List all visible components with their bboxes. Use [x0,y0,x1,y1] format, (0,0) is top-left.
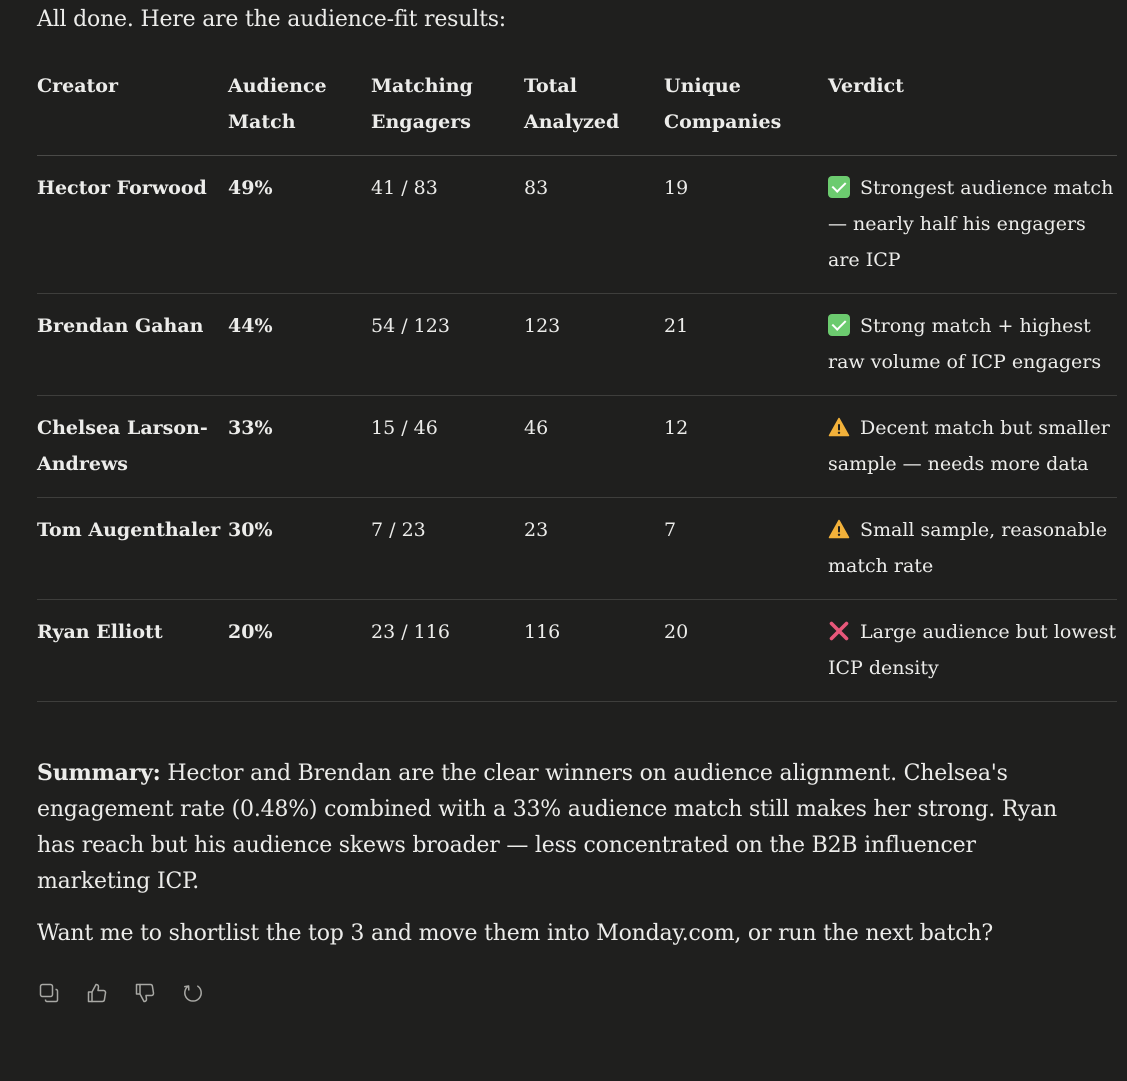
cell-match: 44% [228,294,371,396]
cell-companies: 19 [664,156,828,294]
verdict-text: Strongest audience match — nearly half his engagers are ICP [828,177,1114,271]
cell-verdict [828,600,1117,702]
cell-match: 33% [228,396,371,498]
warning-icon [828,518,850,540]
summary-text: Hector and Brendan are the clear winners on audience alignment. Chelsea's engagement rate (0.48%) combined with a 33% audience match still makes her strong. Ryan has reach but his audience skews broader — less concentrated on the B2B influencer marketing ICP. [37,761,1057,894]
verdict-text: Small sample, reasonable match rate [828,519,1108,577]
cell-engagers: 15 / 46 [371,396,524,498]
intro-text: All done. Here are the audience-fit results: [37,7,507,32]
cell-verdict [828,396,1117,498]
verdict-text: Strong match + highest raw volume of ICP engagers [828,315,1102,373]
cell-total: 23 [524,498,664,600]
cross-icon [828,620,850,642]
summary-label: Summary: [37,760,161,786]
cell-creator: Tom Augenthaler [37,498,228,600]
cell-verdict [828,156,1117,294]
cell-total: 46 [524,396,664,498]
verdict-text: Large audience but lowest ICP density [828,621,1117,679]
copy-icon [38,982,60,1004]
header-audience-match: Audience Match [228,68,371,156]
cell-engagers: 7 / 23 [371,498,524,600]
summary-paragraph [37,755,1067,900]
cell-total: 123 [524,294,664,396]
cell-match: 30% [228,498,371,600]
thumbs-up-icon [86,982,108,1004]
verdict-text: Decent match but smaller sample — needs more data [828,417,1110,475]
table-row [37,600,1117,702]
check-icon [828,314,850,336]
cell-creator: Brendan Gahan [37,294,228,396]
header-total-analyzed: Total Analyzed [524,68,664,156]
warning-icon [828,416,850,438]
cell-creator: Ryan Elliott [37,600,228,702]
followup-question: Want me to shortlist the top 3 and move them into Monday.com, or run the next batch? [37,921,993,946]
header-matching-engagers: Matching Engagers [371,68,524,156]
thumbs-down-button[interactable] [134,982,156,1004]
retry-icon [182,982,204,1004]
header-creator: Creator [37,68,228,156]
header-row [37,68,1117,156]
cell-companies: 20 [664,600,828,702]
header-unique-companies: Unique Companies [664,68,828,156]
header-verdict: Verdict [828,68,1117,156]
cell-total: 116 [524,600,664,702]
cell-creator: Hector Forwood [37,156,228,294]
table-row [37,156,1117,294]
cell-engagers: 54 / 123 [371,294,524,396]
thumbs-up-button[interactable] [86,982,108,1004]
cell-engagers: 41 / 83 [371,156,524,294]
thumbs-down-icon [134,982,156,1004]
results-table [37,68,1117,702]
cell-verdict [828,498,1117,600]
cell-match: 20% [228,600,371,702]
table-body [37,156,1117,702]
cell-total: 83 [524,156,664,294]
cell-companies: 12 [664,396,828,498]
table-header [37,68,1117,156]
cell-engagers: 23 / 116 [371,600,524,702]
table-row [37,396,1117,498]
table-row [37,294,1117,396]
cell-match: 49% [228,156,371,294]
cell-verdict [828,294,1117,396]
retry-button[interactable] [182,982,204,1004]
copy-button[interactable] [38,982,60,1004]
assistant-message [37,0,1117,1004]
message-actions [38,982,1117,1004]
table-row [37,498,1117,600]
check-icon [828,176,850,198]
cell-creator: Chelsea Larson-Andrews [37,396,228,498]
cell-companies: 21 [664,294,828,396]
cell-companies: 7 [664,498,828,600]
